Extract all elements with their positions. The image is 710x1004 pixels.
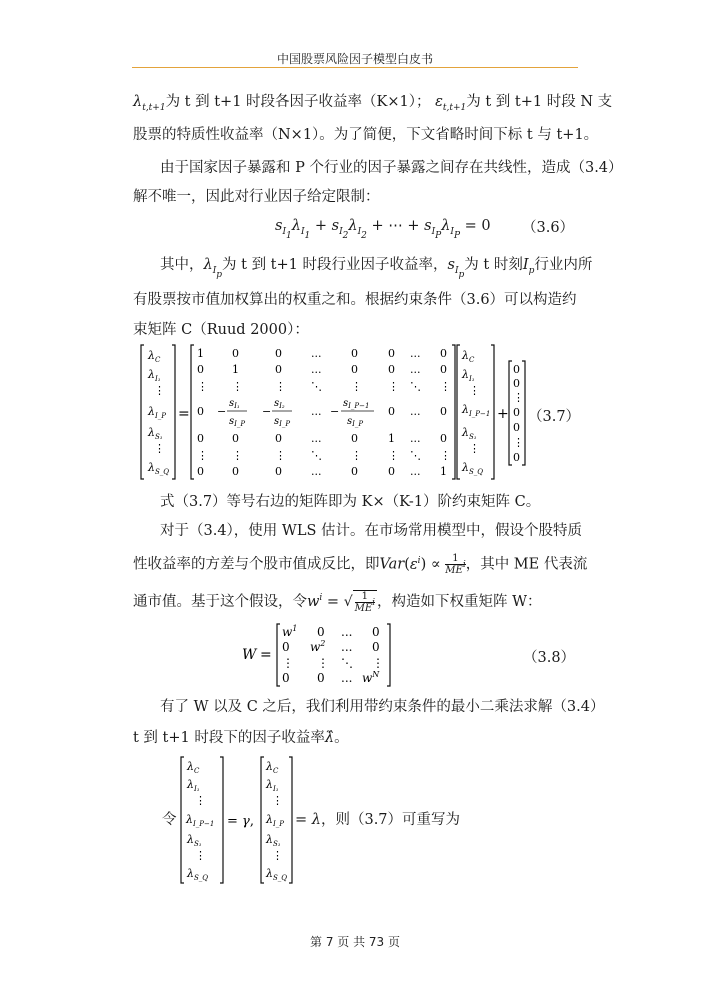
svg-text:λC: $\lambda_C$ [462, 349, 475, 364]
svg-text:⋮: ⋮ [232, 449, 243, 462]
svg-text:...: ... [410, 405, 421, 418]
svg-text:⋮: ⋮ [282, 656, 294, 670]
svg-text:⋱: ⋱ [410, 380, 421, 393]
para-3-text-b: 为 t 到 t+1 时段行业因子收益率， [222, 257, 448, 273]
svg-text:⋮: ⋮ [351, 449, 362, 462]
svg-text:= γ,: = γ, [227, 814, 254, 829]
svg-text:sI₁: $s_{I_1}$ [229, 398, 240, 410]
svg-text:0: 0 [388, 405, 395, 418]
svg-text:⋮: ⋮ [197, 449, 208, 462]
svg-text:λI_P−1: $\lambda_{I\_P-1}$ [186, 813, 215, 828]
svg-text:0: 0 [440, 405, 447, 418]
para-2-line-1: 由于国家因子暴露和 P 个行业的因子暴露之间存在共线性，造成（3.4） [160, 160, 623, 176]
svg-text:0: 0 [232, 347, 239, 360]
para-5-line-2: 性收益率的方差与个股市值成反比，即$Var(\varepsilon^i)$ ∝ 1 $ME^i$ ，其中 ME 代表流 [133, 553, 588, 576]
para-3-line-1: 其中，$\lambda_{I_p}$为 t 到 t+1 时段行业因子收益率，$s_{I_p}$为 t 时刻$I_p$行业内所 [160, 257, 593, 280]
svg-text:0: 0 [440, 363, 447, 376]
para-1-text-a: 为 t 到 t+1 时段各因子收益率（K×1）； [165, 94, 431, 110]
para-3-text-c: 为 t 时刻 [464, 257, 523, 273]
svg-text:sI₂: $s_{I_2}$ [274, 398, 285, 410]
svg-text:λI_P: $\lambda_{I\_P}$ [148, 405, 166, 420]
svg-text:0: 0 [317, 671, 325, 685]
para-3-line-2: 有股票按市值加权算出的权重之和。根据约束条件（3.6）可以构造约 [133, 292, 577, 308]
svg-text:sI_P: $s_{I\_P}$ [274, 416, 291, 428]
svg-text:⋮: ⋮ [469, 384, 480, 397]
svg-text:−: − [262, 405, 272, 418]
svg-text:⋮: ⋮ [197, 380, 208, 393]
svg-text:⋮: ⋮ [351, 380, 362, 393]
svg-text:...: ... [311, 432, 322, 445]
svg-text:λC: $\lambda_C$ [187, 760, 200, 775]
para-6-line-2: t 到 t+1 时段下的因子收益率λ̂。 [133, 730, 349, 746]
svg-text:⋮: ⋮ [317, 656, 329, 670]
para-3-text-d: 行业内所 [534, 257, 593, 273]
para-3-text-a: 其中， [160, 257, 204, 273]
lambda-vector [261, 757, 292, 883]
equation-3-6: $s_{I_1}\lambda_{I_1} + s_{I_2}\lambda_{I_2}$ + ⋯ + $s_{I_P}\lambda_{I_P} = 0$ [275, 218, 491, 241]
svg-text:λI_P: $\lambda_{I\_P}$ [266, 813, 284, 828]
svg-text:⋮: ⋮ [275, 380, 286, 393]
svg-text:0: 0 [275, 465, 282, 478]
svg-text:⋮: ⋮ [440, 380, 451, 393]
svg-text:λI_P−1: $\lambda_{I\_P-1}$ [462, 403, 491, 418]
svg-text:⋱: ⋱ [341, 656, 353, 670]
eq-3-6-number: （3.6） [522, 220, 575, 236]
equation-3-7 [140, 343, 590, 483]
svg-text:...: ... [410, 432, 421, 445]
svg-text:⋮: ⋮ [272, 794, 283, 807]
svg-text:...: ... [341, 640, 353, 654]
svg-text:0: 0 [351, 363, 358, 376]
svg-text:⋮: ⋮ [513, 391, 524, 404]
svg-text:0: 0 [232, 432, 239, 445]
svg-text:0: 0 [351, 347, 358, 360]
svg-text:0: 0 [513, 406, 520, 419]
svg-text:⋱: ⋱ [311, 449, 322, 462]
svg-text:0: 0 [197, 432, 204, 445]
para-7-prefix: 令 [162, 812, 177, 828]
lambda-vector-left [141, 345, 175, 479]
svg-text:λI₁: $\lambda_{I_1}$ [462, 368, 475, 383]
svg-text:⋮: ⋮ [469, 442, 480, 455]
para-5-text-d: ，构造如下权重矩阵 W： [377, 594, 542, 610]
svg-text:⋱: ⋱ [311, 380, 322, 393]
svg-text:sI_P−1: $s_{I\_P-1}$ [343, 398, 370, 410]
svg-text:sI_P: $s_{I\_P}$ [347, 416, 364, 428]
svg-text:0: 0 [197, 465, 204, 478]
svg-text:0: 0 [282, 671, 290, 685]
svg-text:0: 0 [388, 347, 395, 360]
para-5-text-b: ，其中 ME 代表流 [465, 556, 588, 573]
svg-text:⋮: ⋮ [388, 449, 399, 462]
svg-text:0: 0 [275, 432, 282, 445]
svg-text:⋮: ⋮ [232, 380, 243, 393]
svg-text:−: − [217, 405, 227, 418]
svg-text:λS_Q: $\lambda_{S\_Q}$ [462, 461, 484, 476]
svg-text:λC: $\lambda_C$ [266, 760, 279, 775]
svg-text:λI₁: $\lambda_{I_1}$ [148, 368, 161, 383]
svg-text:1: 1 [197, 347, 204, 360]
running-header: 中国股票风险因子模型白皮书 [276, 52, 433, 66]
svg-text:w2: $w^2$ [310, 639, 326, 654]
zero-vector [509, 361, 525, 465]
header-rule [132, 67, 578, 68]
weight-matrix-w [277, 624, 390, 686]
svg-text:0: 0 [513, 363, 520, 376]
svg-text:=: = [260, 647, 272, 663]
para-2-line-2: 解不唯一，因此对行业因子给定限制： [133, 189, 380, 205]
svg-text:λI₁: $\lambda_{I_1}$ [187, 778, 200, 793]
svg-text:0: 0 [351, 465, 358, 478]
svg-text:⋮: ⋮ [154, 384, 165, 397]
svg-text:λS_Q: $\lambda_{S\_Q}$ [187, 867, 209, 882]
svg-text:+: + [497, 406, 509, 422]
svg-text:...: ... [410, 347, 421, 360]
svg-text:⋮: ⋮ [272, 849, 283, 862]
svg-text:0: 0 [351, 432, 358, 445]
constraint-matrix-c [191, 345, 455, 479]
svg-text:1: 1 [232, 363, 239, 376]
svg-text:0: 0 [513, 377, 520, 390]
svg-text:...: ... [341, 671, 353, 685]
svg-text:0: 0 [282, 640, 290, 654]
eq-3-7-number: （3.7） [528, 409, 581, 425]
para-1-line-2: 股票的特质性收益率（N×1）。为了简便，下文省略时间下标 t 与 t+1。 [133, 127, 599, 143]
svg-text:0: 0 [440, 347, 447, 360]
svg-text:0: 0 [440, 432, 447, 445]
svg-text:λS₁: $\lambda_{S_1}$ [148, 426, 163, 441]
svg-text:λC: $\lambda_C$ [148, 349, 161, 364]
para-7-suffix: = λ，则（3.7）可重写为 [295, 812, 461, 828]
page-number: 第 7 页 共 73 页 [310, 935, 400, 949]
svg-text:0: 0 [513, 451, 520, 464]
svg-text:⋮: ⋮ [195, 794, 206, 807]
svg-text:1: 1 [388, 432, 395, 445]
svg-text:0: 0 [275, 363, 282, 376]
para-4: 式（3.7）等号右边的矩阵即为 K×（K-1）阶约束矩阵 C。 [160, 494, 541, 510]
svg-text:w1: $w^1$ [282, 624, 298, 639]
svg-text:sI_P: $s_{I\_P}$ [229, 416, 246, 428]
svg-text:=: = [178, 406, 190, 422]
svg-text:0: 0 [197, 363, 204, 376]
svg-text:λI₁: $\lambda_{I_1}$ [266, 778, 279, 793]
gamma-lambda-definition [180, 755, 308, 887]
para-6-text: t 到 t+1 时段下的因子收益率 [133, 730, 325, 746]
para-5-text-a: 性收益率的方差与个股市值成反比，即 [133, 556, 380, 573]
para-5-line-1: 对于（3.4），使用 WLS 估计。在市场常用模型中，假设个股特质 [160, 523, 582, 539]
para-5-text-c: 通市值。基于这个假设，令 [133, 594, 307, 610]
svg-text:λS₁: $\lambda_{S_1}$ [266, 833, 281, 848]
svg-text:0: 0 [513, 421, 520, 434]
para-5-line-3: 通市值。基于这个假设，令$w^i$ = √ 1 $ME^i$ ，构造如下权重矩阵 W： [133, 591, 542, 614]
svg-text:0: 0 [388, 363, 395, 376]
svg-text:0: 0 [197, 405, 204, 418]
svg-text:⋮: ⋮ [388, 380, 399, 393]
svg-text:W: W [242, 647, 257, 663]
lambda-vector-right [457, 345, 494, 479]
svg-text:...: ... [410, 363, 421, 376]
equation-3-8 [240, 622, 410, 688]
svg-text:⋮: ⋮ [275, 449, 286, 462]
gamma-vector [181, 757, 223, 883]
svg-text:⋮: ⋮ [513, 436, 524, 449]
svg-text:wN: $w^N$ [362, 670, 380, 685]
svg-text:λS_Q: $\lambda_{S\_Q}$ [266, 867, 288, 882]
svg-text:0: 0 [317, 625, 325, 639]
svg-text:...: ... [311, 465, 322, 478]
svg-text:0: 0 [372, 640, 380, 654]
svg-text:⋮: ⋮ [195, 849, 206, 862]
svg-text:...: ... [311, 363, 322, 376]
svg-text:...: ... [341, 625, 353, 639]
eq-3-8-number: （3.8） [523, 650, 576, 666]
svg-text:⋮: ⋮ [154, 442, 165, 455]
svg-text:0: 0 [232, 465, 239, 478]
svg-text:⋮: ⋮ [440, 449, 451, 462]
para-1-line-1: $\lambda_{t,t+1}$为 t 到 t+1 时段各因子收益率（K×1）； $\varepsilon_{t,t+1}$为 t 到 t+1 时段 N 支 [133, 94, 613, 113]
svg-text:...: ... [311, 347, 322, 360]
svg-text:⋮: ⋮ [372, 656, 384, 670]
svg-text:λS₁: $\lambda_{S_1}$ [187, 833, 202, 848]
svg-text:⋱: ⋱ [410, 449, 421, 462]
para-3-line-3: 束矩阵 C（Ruud 2000）： [133, 322, 309, 338]
para-6-line-1: 有了 W 以及 C 之后，我们利用带约束条件的最小二乘法求解（3.4） [160, 699, 605, 715]
svg-text:1: 1 [440, 465, 447, 478]
svg-text:−: − [330, 405, 340, 418]
svg-text:λS_Q: $\lambda_{S\_Q}$ [148, 461, 170, 476]
svg-text:λS₁: $\lambda_{S_1}$ [462, 426, 477, 441]
svg-text:...: ... [311, 405, 322, 418]
para-1-text-b: 为 t 到 t+1 时段 N 支 [466, 94, 613, 110]
svg-text:...: ... [410, 465, 421, 478]
svg-text:0: 0 [275, 347, 282, 360]
svg-text:0: 0 [372, 625, 380, 639]
para-7-text: ，则（3.7）可重写为 [320, 812, 461, 828]
svg-text:0: 0 [388, 465, 395, 478]
